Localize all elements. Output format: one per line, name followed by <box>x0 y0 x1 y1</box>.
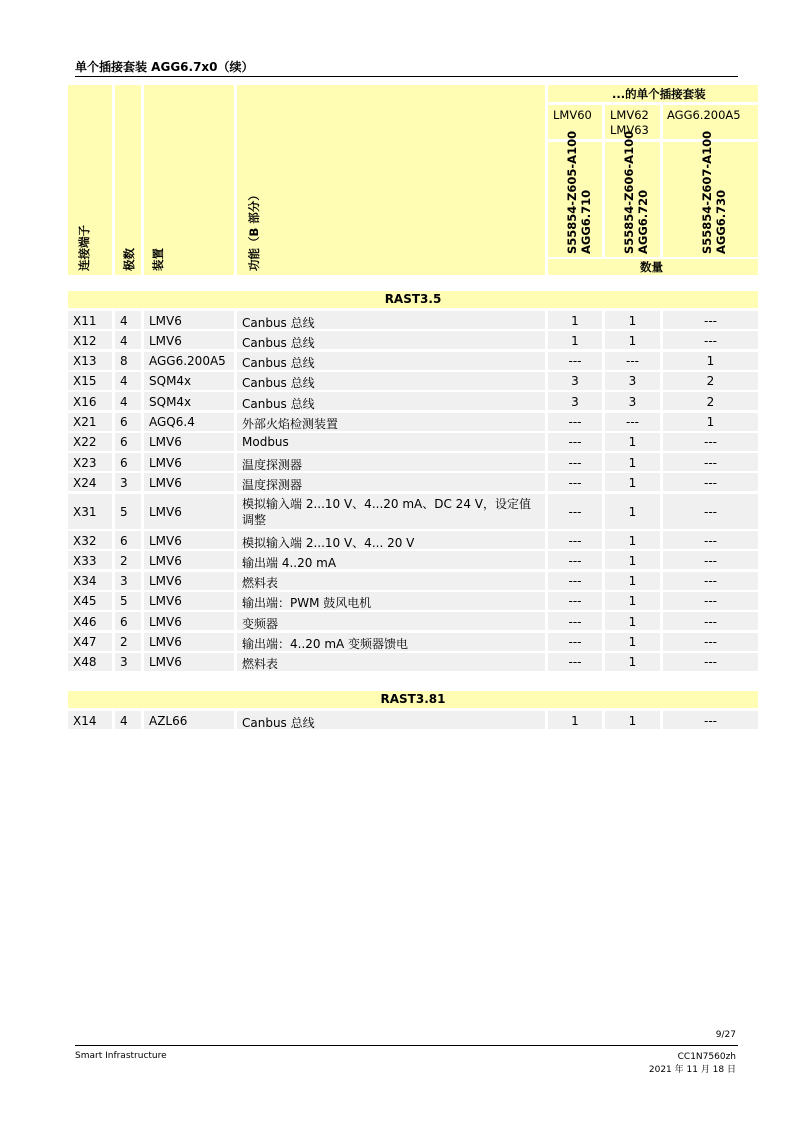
header-set3-line2: AGG6.730 <box>714 189 728 254</box>
quantity-set2-text: 1 <box>628 475 637 490</box>
connector-cell <box>68 592 112 610</box>
quantity-set3-cell <box>663 572 758 590</box>
connector-text: X24 <box>73 475 97 490</box>
quantity-set2-cell <box>605 473 660 491</box>
connector-cell <box>68 572 112 590</box>
connector-cell <box>68 711 112 729</box>
function-text: 模拟输入端 2...10 V、4...20 mA、DC 24 V，设定值 <box>242 496 531 511</box>
quantity-set2-cell <box>605 311 660 329</box>
function-text: 输出端：PWM 鼓风电机 <box>242 596 372 611</box>
quantity-set3-text: --- <box>704 313 717 328</box>
quantity-set1-cell <box>548 592 602 610</box>
function-text: Canbus 总线 <box>242 356 315 371</box>
device-text: AGG6.200A5 <box>149 354 226 369</box>
header-connector-label: 连接端子 <box>77 225 91 271</box>
device-cell <box>144 473 234 491</box>
quantity-set1-text: --- <box>568 594 582 609</box>
quantity-set2-cell <box>605 551 660 569</box>
function-cell <box>237 433 545 451</box>
poles-cell <box>115 311 141 329</box>
function-text: Canbus 总线 <box>242 315 315 330</box>
poles-cell <box>115 372 141 390</box>
quantity-set2-text: 1 <box>628 435 637 450</box>
quantity-set2-cell <box>605 592 660 610</box>
quantity-set2-cell <box>605 392 660 410</box>
quantity-set2-text: 1 <box>628 614 637 629</box>
header-group-cell <box>548 85 758 102</box>
quantity-set3-text: --- <box>704 333 717 348</box>
quantity-set1-text: --- <box>568 504 582 519</box>
quantity-set3-cell <box>663 592 758 610</box>
connector-cell <box>68 494 112 529</box>
quantity-set2-text: 1 <box>628 713 637 728</box>
function-text: 温度探测器 <box>242 477 303 492</box>
header-set1-line1: S55854-Z605-A100 <box>565 130 579 254</box>
header-function-cell <box>237 85 545 275</box>
connector-text: X32 <box>73 533 97 548</box>
poles-text: 4 <box>120 713 128 728</box>
connector-cell <box>68 453 112 471</box>
device-cell <box>144 311 234 329</box>
device-cell <box>144 433 234 451</box>
function-text: Canbus 总线 <box>242 396 315 411</box>
quantity-set3-text: --- <box>704 553 717 568</box>
quantity-set1-cell <box>548 473 602 491</box>
poles-cell <box>115 612 141 630</box>
connector-text: X31 <box>73 504 97 519</box>
quantity-set3-text: --- <box>704 614 717 629</box>
function-text: Canbus 总线 <box>242 376 315 391</box>
connector-text: X48 <box>73 655 97 670</box>
quantity-set2-text: 1 <box>628 635 637 649</box>
quantity-set3-cell <box>663 531 758 549</box>
device-text: SQM4x <box>149 374 192 389</box>
quantity-set3-cell <box>663 372 758 390</box>
function-cell <box>237 494 545 529</box>
header-set3-cell <box>663 130 758 257</box>
device-text: LMV6 <box>149 504 182 519</box>
quantity-set1-text: --- <box>568 574 582 589</box>
quantity-set2-text: 1 <box>628 533 637 548</box>
quantity-set2-cell <box>605 612 660 630</box>
poles-cell <box>115 453 141 471</box>
quantity-set2-text: 1 <box>628 553 637 568</box>
device-cell <box>144 711 234 729</box>
quantity-set1-text: 1 <box>571 313 579 328</box>
quantity-set2-text: 1 <box>628 313 637 328</box>
device-cell <box>144 572 234 590</box>
section-header: RAST3.5 <box>68 291 758 308</box>
device-text: LMV6 <box>149 614 182 629</box>
poles-cell <box>115 711 141 729</box>
quantity-set2-cell <box>605 331 660 349</box>
connector-text: X13 <box>73 354 97 369</box>
quantity-set2-text: --- <box>626 415 639 429</box>
connector-text: X14 <box>73 713 97 728</box>
poles-cell <box>115 592 141 610</box>
quantity-set2-cell <box>605 352 660 370</box>
device-cell <box>144 633 234 651</box>
header-set1-cell <box>548 130 602 257</box>
quantity-set1-text: --- <box>568 553 582 568</box>
function-cell <box>237 352 545 370</box>
connector-cell <box>68 473 112 491</box>
poles-text: 6 <box>120 614 128 629</box>
function-cell <box>237 572 545 590</box>
poles-text: 4 <box>120 313 128 328</box>
quantity-set3-text: --- <box>704 455 717 470</box>
device-cell <box>144 653 234 671</box>
header-poles-cell <box>115 85 141 275</box>
connector-text: X11 <box>73 313 97 328</box>
quantity-set2-text: 3 <box>628 394 637 409</box>
poles-cell <box>115 633 141 651</box>
device-cell <box>144 331 234 349</box>
quantity-set2-cell <box>605 711 660 729</box>
connector-text: X21 <box>73 415 97 429</box>
header-function-label: 功能（B 部分） <box>247 189 261 271</box>
quantity-set1-cell <box>548 433 602 451</box>
quantity-set2-text: 3 <box>628 374 637 389</box>
quantity-set3-cell <box>663 453 758 471</box>
connector-text: X47 <box>73 635 97 649</box>
function-text: 模拟输入端 2...10 V、4... 20 V <box>242 535 415 550</box>
connector-cell <box>68 653 112 671</box>
device-cell <box>144 592 234 610</box>
quantity-set3-cell <box>663 433 758 451</box>
quantity-set1-cell <box>548 413 602 431</box>
poles-text: 6 <box>120 533 128 548</box>
quantity-set3-cell <box>663 311 758 329</box>
quantity-set2-text: 1 <box>628 574 637 589</box>
function-text: 燃料表 <box>242 576 279 591</box>
quantity-set2-cell <box>605 572 660 590</box>
header-dev2-line2: LMV63 <box>610 123 649 137</box>
connector-cell <box>68 331 112 349</box>
quantity-set1-text: 1 <box>571 713 579 728</box>
connector-cell <box>68 433 112 451</box>
connector-text: X22 <box>73 435 97 450</box>
quantity-set1-text: --- <box>568 455 582 470</box>
function-text: 外部火焰检测装置 <box>242 417 339 431</box>
poles-text: 6 <box>120 455 128 470</box>
header-set2-line1: S55854-Z606-A100 <box>622 130 636 254</box>
quantity-set2-text: 1 <box>628 594 637 609</box>
function-cell <box>237 453 545 471</box>
connector-cell <box>68 352 112 370</box>
connector-text: X23 <box>73 455 97 470</box>
poles-cell <box>115 531 141 549</box>
page-title: 单个插接套装 AGG6.7x0（续） <box>75 60 254 74</box>
poles-text: 5 <box>120 594 128 609</box>
quantity-set1-cell <box>548 551 602 569</box>
quantity-set3-text: 1 <box>706 415 715 429</box>
poles-cell <box>115 572 141 590</box>
function-text: 变频器 <box>242 616 279 631</box>
quantity-set1-text: 1 <box>571 333 579 348</box>
function-text: 输出端：4..20 mA 变频器馈电 <box>242 637 409 651</box>
quantity-set3-text: --- <box>704 435 717 450</box>
quantity-set2-cell <box>605 372 660 390</box>
function-cell <box>237 331 545 349</box>
function-text: 燃料表 <box>242 657 279 672</box>
quantity-set1-cell <box>548 331 602 349</box>
quantity-set1-cell <box>548 711 602 729</box>
poles-cell <box>115 352 141 370</box>
poles-cell <box>115 551 141 569</box>
quantity-set3-text: --- <box>704 594 717 609</box>
quantity-set1-cell <box>548 494 602 529</box>
quantity-set3-text: --- <box>704 713 717 728</box>
connector-text: X16 <box>73 394 97 409</box>
device-cell <box>144 392 234 410</box>
quantity-set3-text: --- <box>704 635 717 649</box>
footer-divider <box>75 1045 738 1046</box>
header-set3-line1: S55854-Z607-A100 <box>700 130 714 254</box>
header-dev1: LMV60 <box>553 108 592 122</box>
header-dev3: AGG6.200A5 <box>667 108 741 122</box>
quantity-set3-cell <box>663 473 758 491</box>
quantity-set1-text: --- <box>568 354 582 369</box>
quantity-set1-cell <box>548 453 602 471</box>
function-cell <box>237 711 545 729</box>
quantity-set3-text: --- <box>704 533 717 548</box>
device-text: LMV6 <box>149 594 182 609</box>
quantity-set1-text: --- <box>568 533 582 548</box>
header-device-label: 装置 <box>151 248 165 271</box>
quantity-set2-text: 1 <box>628 504 637 519</box>
quantity-set2-cell <box>605 653 660 671</box>
quantity-set3-cell <box>663 633 758 651</box>
quantity-set2-text: --- <box>626 354 639 369</box>
connector-cell <box>68 612 112 630</box>
header-quantity-label: 数量 <box>640 260 663 274</box>
function-text: 输出端 4..20 mA <box>242 555 337 570</box>
quantity-set3-text: 2 <box>706 374 715 389</box>
connector-cell <box>68 551 112 569</box>
header-device-cell <box>144 85 234 275</box>
poles-text: 6 <box>120 435 128 450</box>
quantity-set1-cell <box>548 311 602 329</box>
footer-date: 2021 年 11 月 18 日 <box>648 1065 736 1075</box>
function-cell <box>237 531 545 549</box>
quantity-set2-text: 1 <box>628 655 637 670</box>
device-cell <box>144 352 234 370</box>
quantity-set3-cell <box>663 711 758 729</box>
quantity-set2-cell <box>605 453 660 471</box>
quantity-set1-cell <box>548 633 602 651</box>
connector-cell <box>68 633 112 651</box>
poles-cell <box>115 413 141 431</box>
device-cell <box>144 531 234 549</box>
poles-text: 2 <box>120 553 128 568</box>
quantity-set1-cell <box>548 612 602 630</box>
poles-text: 4 <box>120 394 128 409</box>
quantity-set3-cell <box>663 612 758 630</box>
quantity-set3-cell <box>663 551 758 569</box>
poles-cell <box>115 331 141 349</box>
header-poles-label: 极数 <box>122 248 136 271</box>
connector-text: X15 <box>73 374 97 389</box>
footer-doc-info <box>649 1051 736 1077</box>
quantity-set3-cell <box>663 653 758 671</box>
quantity-set2-cell <box>605 433 660 451</box>
quantity-set1-text: --- <box>568 655 582 670</box>
function-cell <box>237 392 545 410</box>
device-text: LMV6 <box>149 333 182 348</box>
device-text: LMV6 <box>149 553 182 568</box>
function-cell <box>237 653 545 671</box>
poles-text: 8 <box>120 354 128 369</box>
device-text: AZL66 <box>149 713 188 728</box>
page-number: 9/27 <box>715 1030 736 1040</box>
quantity-set3-cell <box>663 331 758 349</box>
poles-cell <box>115 473 141 491</box>
device-cell <box>144 413 234 431</box>
quantity-set2-text: 1 <box>628 455 637 470</box>
connector-text: X46 <box>73 614 97 629</box>
device-cell <box>144 612 234 630</box>
quantity-set2-text: 1 <box>628 333 637 348</box>
poles-text: 5 <box>120 504 128 519</box>
quantity-set1-text: --- <box>568 415 582 429</box>
quantity-set1-cell <box>548 531 602 549</box>
poles-cell <box>115 494 141 529</box>
quantity-set3-cell <box>663 352 758 370</box>
connector-text: X45 <box>73 594 97 609</box>
connector-text: X33 <box>73 553 97 568</box>
connector-cell <box>68 413 112 431</box>
quantity-set3-text: --- <box>704 504 717 519</box>
poles-cell <box>115 653 141 671</box>
function-cell <box>237 592 545 610</box>
quantity-set3-text: --- <box>704 475 717 490</box>
function-cell <box>237 311 545 329</box>
quantity-set3-text: 2 <box>706 394 715 409</box>
device-cell <box>144 453 234 471</box>
device-text: AGQ6.4 <box>149 415 195 429</box>
function-cell <box>237 372 545 390</box>
device-text: LMV6 <box>149 455 182 470</box>
connector-text: X34 <box>73 574 97 589</box>
header-connector-cell <box>68 85 112 275</box>
device-text: SQM4x <box>149 394 192 409</box>
quantity-set1-cell <box>548 372 602 390</box>
function-cell <box>237 612 545 630</box>
device-text: LMV6 <box>149 313 182 328</box>
footer-company: Smart Infrastructure <box>75 1051 167 1061</box>
quantity-set3-text: --- <box>704 655 717 670</box>
header-set1-line2: AGG6.710 <box>579 189 593 254</box>
quantity-set1-cell <box>548 352 602 370</box>
poles-cell <box>115 392 141 410</box>
function-cell <box>237 413 545 431</box>
device-cell <box>144 494 234 529</box>
poles-text: 4 <box>120 333 128 348</box>
quantity-set1-text: --- <box>568 475 582 490</box>
function-cell <box>237 633 545 651</box>
header-group-title: ...的单个插接套装 <box>612 87 706 101</box>
quantity-set3-cell <box>663 413 758 431</box>
function-text: Canbus 总线 <box>242 335 315 350</box>
quantity-set1-text: 3 <box>571 374 579 389</box>
device-text: LMV6 <box>149 435 182 450</box>
quantity-set2-cell <box>605 531 660 549</box>
poles-text: 2 <box>120 635 128 649</box>
device-text: LMV6 <box>149 574 182 589</box>
quantity-set3-cell <box>663 392 758 410</box>
function-text: Canbus 总线 <box>242 715 315 730</box>
quantity-set1-text: --- <box>568 614 582 629</box>
connector-cell <box>68 372 112 390</box>
header-quantity-cell <box>548 259 758 275</box>
connector-cell <box>68 311 112 329</box>
function-text: 温度探测器 <box>242 457 303 472</box>
poles-text: 4 <box>120 374 128 389</box>
function-cell <box>237 473 545 491</box>
function-text-continued: 调整 <box>242 512 267 527</box>
quantity-set1-cell <box>548 653 602 671</box>
title-divider <box>75 76 738 77</box>
quantity-set3-text: --- <box>704 574 717 589</box>
quantity-set1-cell <box>548 392 602 410</box>
poles-text: 3 <box>120 655 128 670</box>
device-text: LMV6 <box>149 533 182 548</box>
quantity-set1-cell <box>548 572 602 590</box>
function-text: Modbus <box>242 435 289 450</box>
header-set2-line2: AGG6.720 <box>636 189 650 254</box>
header-dev2-line1: LMV62 <box>610 108 649 122</box>
quantity-set2-cell <box>605 633 660 651</box>
quantity-set1-text: --- <box>568 635 582 649</box>
function-cell <box>237 551 545 569</box>
quantity-set1-text: --- <box>568 435 582 450</box>
quantity-set3-text: 1 <box>706 354 715 369</box>
poles-text: 3 <box>120 574 128 589</box>
footer-doc-number: CC1N7560zh <box>677 1052 736 1062</box>
quantity-set2-cell <box>605 413 660 431</box>
quantity-set2-cell <box>605 494 660 529</box>
device-text: LMV6 <box>149 655 182 670</box>
connector-cell <box>68 531 112 549</box>
section-header: RAST3.81 <box>68 691 758 708</box>
device-cell <box>144 372 234 390</box>
device-text: LMV6 <box>149 635 182 649</box>
connector-cell <box>68 392 112 410</box>
device-text: LMV6 <box>149 475 182 490</box>
poles-text: 6 <box>120 415 128 429</box>
poles-text: 3 <box>120 475 128 490</box>
connector-text: X12 <box>73 333 97 348</box>
poles-cell <box>115 433 141 451</box>
device-cell <box>144 551 234 569</box>
quantity-set1-text: 3 <box>571 394 579 409</box>
quantity-set3-cell <box>663 494 758 529</box>
